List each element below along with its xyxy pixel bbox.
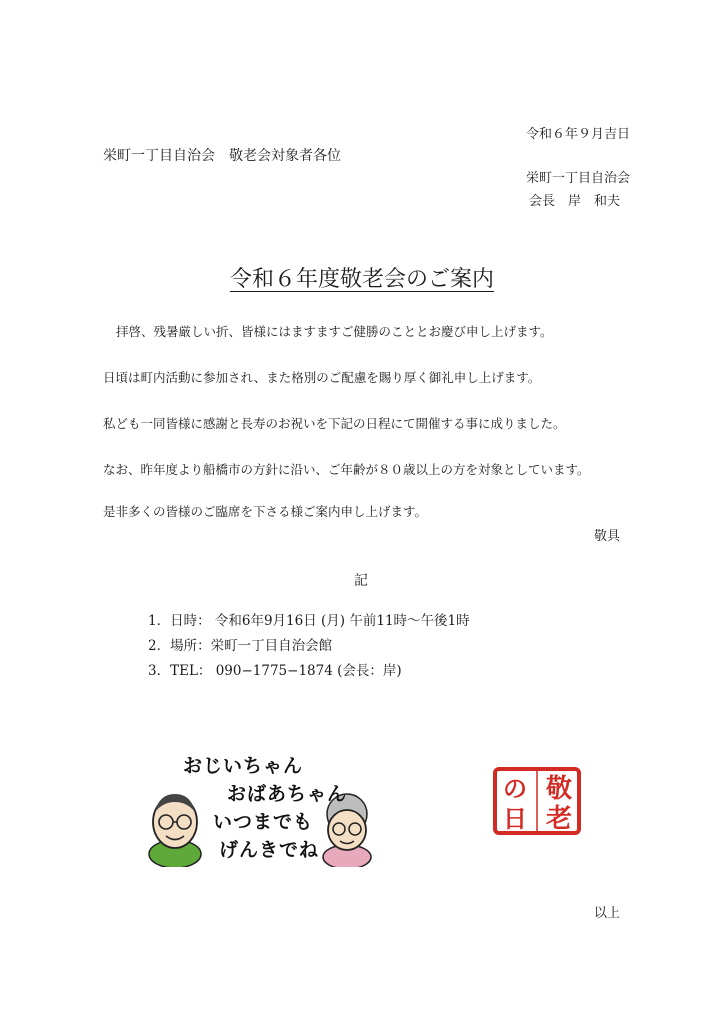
recipient-line: 栄町一丁目自治会 敬老会対象者各位: [103, 148, 341, 164]
notes-heading: 記: [354, 573, 368, 589]
illustration-line-2: おばあちゃん: [227, 783, 348, 805]
body-paragraph-greeting: 拝啓、残暑厳しい折、皆様にはますますご健勝のこととお慶び申し上げます。: [116, 324, 553, 339]
grandparents-illustration: [147, 742, 399, 867]
illustration-line-1: おじいちゃん: [183, 755, 304, 777]
body-paragraph-thanks: 日頃は町内活動に参加され、また格別のご配慮を賜り厚く御礼申し上げます。: [103, 370, 541, 385]
illustration-line-3: いつまでも: [213, 811, 314, 833]
closing-word: 敬具: [593, 529, 620, 544]
letter-date: 令和６年９月吉日: [525, 127, 630, 142]
seal-char-no: の: [503, 774, 527, 803]
seal-char-hi: 日: [503, 804, 527, 833]
sender-name: 会長 岸 和夫: [528, 194, 620, 209]
illustration-line-4: げんきでね: [219, 839, 320, 861]
detail-item-datetime: 1．日時： 令和6年9月16日 (月) 午前11時〜午後1時: [148, 613, 470, 629]
detail-item-place: 2．場所：栄町一丁目自治会館: [148, 638, 333, 654]
end-mark: 以上: [593, 906, 620, 921]
seal-char-ro: 老: [545, 804, 573, 834]
body-paragraph-eligibility: なお、昨年度より船橋市の方針に沿い、ご年齢が８０歳以上の方を対象としています。: [103, 462, 590, 477]
seal-char-kei: 敬: [545, 774, 573, 804]
detail-item-phone: 3．TEL： 090−1775−1874 (会長：岸): [148, 663, 402, 679]
sender-organization: 栄町一丁目自治会: [525, 171, 630, 186]
body-paragraph-event: 私ども一同皆様に感謝と長寿のお祝いを下記の日程にて開催する事に成りました。: [103, 416, 566, 431]
grandpa-icon: [149, 794, 201, 867]
page-title: 令和６年度敬老会のご案内: [229, 267, 494, 292]
body-paragraph-invitation: 是非多くの皆様のご臨席を下さる様ご案内申し上げます。: [103, 504, 428, 519]
keiro-no-hi-seal: [491, 765, 583, 837]
